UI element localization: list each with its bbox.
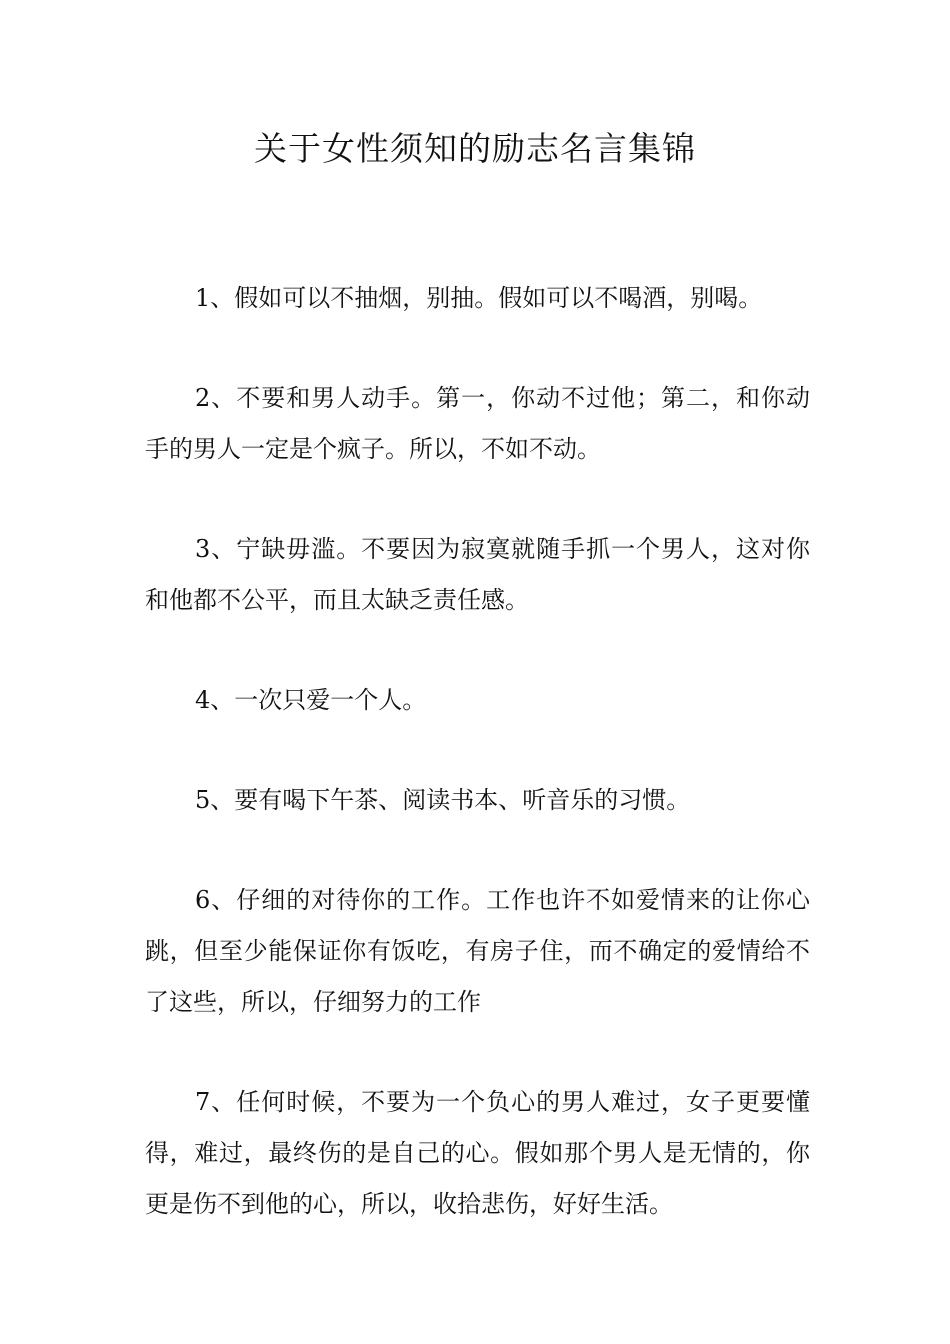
quote-paragraph-4: 4、一次只爱一个人。 xyxy=(195,686,427,714)
quote-paragraph-2: 2、不要和男人动手。第一，你动不过他；第二，和你动手的男人一定是个疯子。所以，不如不动。 xyxy=(145,384,810,463)
quote-paragraph-6: 6、仔细的对待你的工作。工作也许不如爱情来的让你心跳，但至少能保证你有饭吃，有房子住，而不确定的爱情给不了这些，所以，仔细努力的工作 xyxy=(145,886,810,1016)
quote-paragraph-3: 3、宁缺毋滥。不要因为寂寞就随手抓一个男人，这对你和他都不公平，而且太缺乏责任感。 xyxy=(145,535,810,614)
quote-paragraph-7: 7、任何时候，不要为一个负心的男人难过，女子更要懂得，难过，最终伤的是自己的心。假如那个男人是无情的，你更是伤不到他的心，所以，收拾悲伤，好好生活。 xyxy=(145,1088,810,1218)
document-title: 关于女性须知的励志名言集锦 xyxy=(254,129,696,168)
quote-paragraph-1: 1、假如可以不抽烟，别抽。假如可以不喝酒，别喝。 xyxy=(195,284,763,312)
document-body xyxy=(145,273,810,1279)
quote-paragraph-5: 5、要有喝下午茶、阅读书本、听音乐的习惯。 xyxy=(195,786,691,814)
